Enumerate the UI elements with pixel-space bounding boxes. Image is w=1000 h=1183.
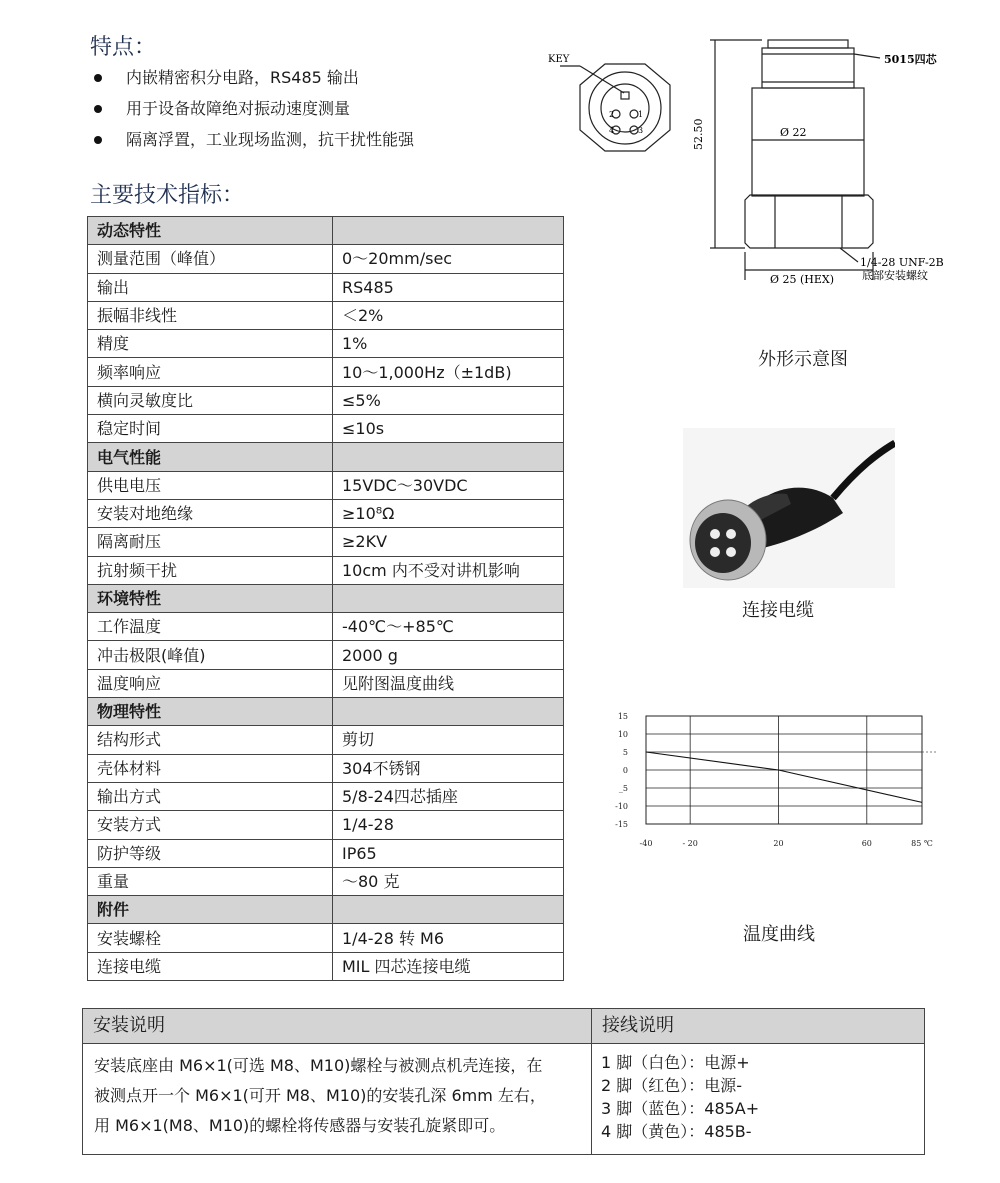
height-dimension: 52.50 <box>692 118 705 150</box>
spec-value: ～80 克 <box>333 867 564 895</box>
temperature-series-line <box>646 752 922 802</box>
spec-label: 测量范围（峰值） <box>88 245 333 273</box>
wiring-cell <box>592 1044 925 1155</box>
spec-value: 1/4-28 转 M6 <box>333 924 564 952</box>
pin-label: 4 <box>609 126 615 135</box>
key-label: KEY <box>548 54 570 65</box>
spec-row <box>88 839 564 867</box>
spec-row <box>88 613 564 641</box>
spec-row <box>88 386 564 414</box>
wiring-line: 4 脚（黄色）：485B- <box>601 1122 752 1141</box>
spec-table <box>87 216 564 981</box>
features-heading: 特点： <box>90 35 157 60</box>
spec-row <box>88 330 564 358</box>
spec-value: IP65 <box>333 839 564 867</box>
spec-value: 304不锈钢 <box>333 754 564 782</box>
spec-label: 壳体材料 <box>88 754 333 782</box>
spec-label: 防护等级 <box>88 839 333 867</box>
wiring-line: 2 脚（红色）：电源- <box>601 1076 743 1095</box>
spec-row <box>88 782 564 810</box>
spec-row <box>88 641 564 669</box>
y-tick-label: -10 <box>615 802 628 811</box>
spec-row <box>88 499 564 527</box>
y-tick-label: _5 <box>618 784 628 793</box>
features-list <box>90 66 520 159</box>
spec-value: 剪切 <box>333 726 564 754</box>
spec-label: 冲击极限(峰值) <box>88 641 333 669</box>
spec-row <box>88 924 564 952</box>
wiring-title: 接线说明 <box>592 1009 925 1044</box>
wiring-line: 1 脚（白色）：电源+ <box>601 1053 750 1072</box>
spec-row <box>88 726 564 754</box>
spec-label: 安装螺栓 <box>88 924 333 952</box>
wiring-line: 3 脚（蓝色）：485A+ <box>601 1099 760 1118</box>
spec-value: 0～20mm/sec <box>333 245 564 273</box>
spec-label: 输出方式 <box>88 782 333 810</box>
x-tick-label: 20 <box>773 839 784 848</box>
spec-label: 附件 <box>88 896 333 924</box>
drawing-caption: 外形示意图 <box>758 349 848 370</box>
x-tick-label: - 20 <box>682 839 698 848</box>
spec-section-row <box>88 698 564 726</box>
feature-item: 内嵌精密积分电路，RS485 输出 <box>90 66 520 97</box>
spec-label: 隔离耐压 <box>88 528 333 556</box>
spec-label: 连接电缆 <box>88 952 333 980</box>
install-wiring-table <box>82 1008 925 1155</box>
pin-label: 1 <box>638 110 644 119</box>
cable-caption: 连接电缆 <box>742 600 814 621</box>
cable-image <box>683 428 895 588</box>
spec-value: ≤10s <box>333 415 564 443</box>
spec-value: 2000 g <box>333 641 564 669</box>
spec-value <box>333 584 564 612</box>
spec-value: 10～1,000Hz（±1dB) <box>333 358 564 386</box>
spec-value: ≥2KV <box>333 528 564 556</box>
connector-face-view <box>560 64 670 151</box>
spec-row <box>88 867 564 895</box>
spec-row <box>88 358 564 386</box>
spec-value <box>333 443 564 471</box>
y-tick-label: 15 <box>617 712 628 721</box>
spec-row <box>88 471 564 499</box>
x-tick-label: 85 ℃ <box>911 839 933 848</box>
spec-section-row <box>88 217 564 245</box>
spec-label: 频率响应 <box>88 358 333 386</box>
spec-label: 横向灵敏度比 <box>88 386 333 414</box>
dimension-drawing <box>540 30 960 300</box>
spec-row <box>88 245 564 273</box>
spec-value: MIL 四芯连接电缆 <box>333 952 564 980</box>
spec-value: 1% <box>333 330 564 358</box>
spec-label: 环境特性 <box>88 584 333 612</box>
spec-value: 10cm 内不受对讲机影响 <box>333 556 564 584</box>
spec-row <box>88 528 564 556</box>
pin-label: 3 <box>638 126 644 135</box>
sensor-side-view <box>710 40 880 280</box>
temperature-chart <box>610 708 940 858</box>
spec-value: -40℃～+85℃ <box>333 613 564 641</box>
spec-value: 15VDC～30VDC <box>333 471 564 499</box>
spec-section-row <box>88 896 564 924</box>
spec-label: 抗射频干扰 <box>88 556 333 584</box>
y-tick-label: 10 <box>617 730 628 739</box>
spec-label: 安装对地绝缘 <box>88 499 333 527</box>
diameter-dimension: Ø 22 <box>780 126 807 139</box>
thread-label: 1/4-28 UNF-2B <box>860 256 944 269</box>
feature-item: 用于设备故障绝对振动速度测量 <box>90 97 520 128</box>
pin-label: 2 <box>609 110 615 119</box>
install-title: 安装说明 <box>83 1009 592 1044</box>
spec-value: RS485 <box>333 273 564 301</box>
spec-label: 重量 <box>88 867 333 895</box>
spec-row <box>88 556 564 584</box>
spec-row <box>88 811 564 839</box>
spec-label: 结构形式 <box>88 726 333 754</box>
bullet-icon <box>94 74 102 82</box>
spec-value: 见附图温度曲线 <box>333 669 564 697</box>
specs-heading: 主要技术指标： <box>90 183 245 208</box>
thread-label-2: 底部安装螺纹 <box>862 269 928 282</box>
spec-value: ≤5% <box>333 386 564 414</box>
install-line: 用 M6×1(M8、M10)的螺栓将传感器与安装孔旋紧即可。 <box>94 1116 506 1135</box>
spec-value: ≥10⁸Ω <box>333 499 564 527</box>
spec-label: 振幅非线性 <box>88 301 333 329</box>
y-tick-label: 0 <box>622 766 628 775</box>
spec-label: 动态特性 <box>88 217 333 245</box>
spec-value: ＜2% <box>333 301 564 329</box>
bullet-icon <box>94 136 102 144</box>
install-line: 安装底座由 M6×1(可选 M8、M10)螺栓与被测点机壳连接，在 <box>94 1056 543 1075</box>
install-line: 被测点开一个 M6×1(可开 M8、M10)的安装孔深 6mm 左右， <box>94 1086 546 1105</box>
spec-label: 精度 <box>88 330 333 358</box>
spec-value <box>333 896 564 924</box>
feature-item: 隔离浮置，工业现场监测，抗干扰性能强 <box>90 128 520 159</box>
spec-row <box>88 301 564 329</box>
spec-row <box>88 754 564 782</box>
spec-value <box>333 217 564 245</box>
spec-label: 安装方式 <box>88 811 333 839</box>
spec-row <box>88 273 564 301</box>
spec-label: 电气性能 <box>88 443 333 471</box>
spec-row <box>88 415 564 443</box>
install-cell <box>83 1044 592 1155</box>
spec-label: 工作温度 <box>88 613 333 641</box>
spec-row <box>88 669 564 697</box>
bullet-icon <box>94 105 102 113</box>
spec-section-row <box>88 443 564 471</box>
y-tick-label: 5 <box>622 748 628 757</box>
x-tick-label: -40 <box>639 839 653 848</box>
spec-section-row <box>88 584 564 612</box>
spec-row <box>88 952 564 980</box>
spec-value: 1/4-28 <box>333 811 564 839</box>
spec-label: 供电电压 <box>88 471 333 499</box>
spec-label: 温度响应 <box>88 669 333 697</box>
spec-label: 物理特性 <box>88 698 333 726</box>
spec-label: 稳定时间 <box>88 415 333 443</box>
spec-value <box>333 698 564 726</box>
spec-value: 5/8-24四芯插座 <box>333 782 564 810</box>
hex-dimension: Ø 25 (HEX) <box>770 273 835 286</box>
connector-label: 5015四芯 <box>884 53 937 66</box>
y-tick-label: -15 <box>615 820 628 829</box>
chart-caption: 温度曲线 <box>743 924 815 945</box>
x-tick-label: 60 <box>861 839 872 848</box>
spec-label: 输出 <box>88 273 333 301</box>
